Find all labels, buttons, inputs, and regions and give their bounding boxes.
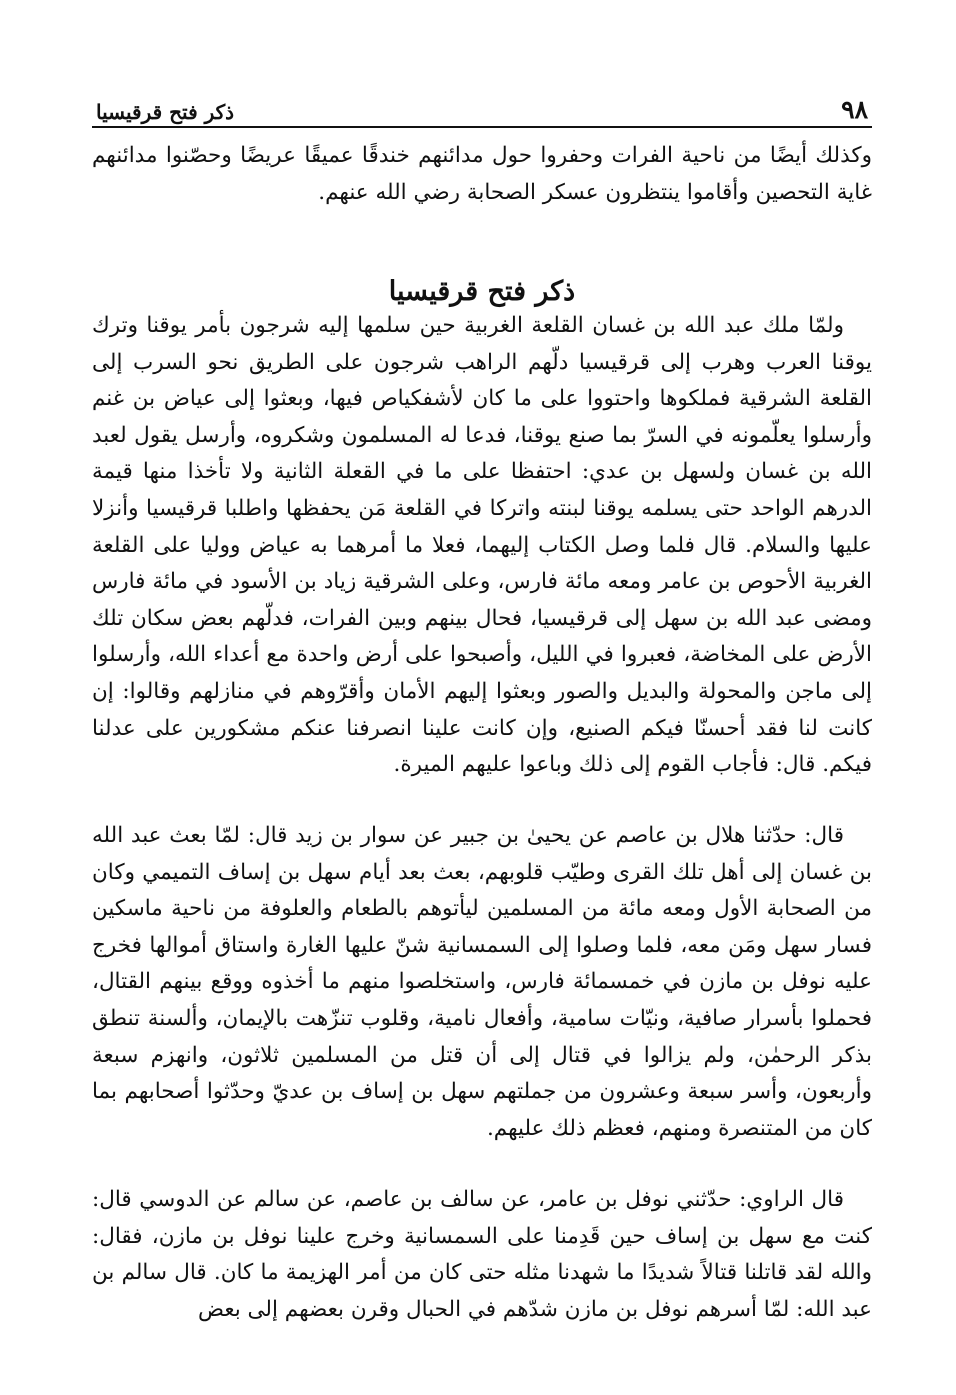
- running-title: ذكر فتح قرقيسيا: [96, 100, 235, 124]
- running-header: [92, 88, 872, 128]
- intro-paragraph: وكذلك أيضًا من ناحية الفرات وحفروا حول مدائنهم خندقًا عميقًا عريضًا وحصّنوا مدائنهم غاية التحصين وأقاموا ينتظرون عسكر الصحابة رضي الله عنهم.: [92, 143, 872, 205]
- section-heading: ذكر فتح قرقيسيا: [388, 276, 576, 308]
- body-paragraph-3: قال الراوي: حدّثني نوفل بن عامر، عن سالف بن عاصم، عن سالم عن الدوسي قال: كنت مع سهل بن إساف حين قَدِمنا على السمسانية وخرج علينا نوفل بن مازن، فقال: والله لقد قاتلنا قتالاً شديدًا ما شهدنا مثله حتى كان من أمر الهزيمة ما كان. قال سالم بن عبد الله: لمّا أسرهم نوفل بن مازن شدّهم في الحبال وقرن بعضهم إلى بعض: [92, 1187, 872, 1322]
- body-paragraph-1: ولمّا ملك عبد الله بن غسان القلعة الغربية حين سلمها إليه شرجون بأمر يوقنا وترك يوقنا العرب وهرب إلى قرقيسيا دلّهم الراهب شرجون على الطريق نحو السرب إلى القلعة الشرقية فملكوها واحتووا على ما كان لأشفكياص فيها، وبعثوا إلى عياض بن غنم وأرسلوا يعلّمونه في السرّ بما صنع يوقنا، فدعا له المسلمون وشكروه، وأرسل يقول لعبد الله بن غسان ولسهل بن عدي: احتفظا على ما في القعلة الثانية ولا تأخذا منها قيمة الدرهم الواحد حتى يسلمه يوقنا لبنته واتركا في القلعة مَن يحفظها واطلبا قرقيسيا وأنزلا عليها والسلام. قال فلما وصل الكتاب إليهما، فعلا ما أمرهما به عياض ووليا على القلعة الغربية الأحوص بن عامر ومعه مائة فارس، وعلى الشرقية زياد بن الأسود في مائة فارس ومضى عبد الله بن سهل إلى قرقيسيا، فحال بينهم وبين الفرات، فدلّهم بعض سكان تلك الأرض على المخاضة، فعبروا في الليل، وأصبحوا على أرض واحدة مع أعداء الله، وأرسلوا إلى ماجن والمحولة والبديل والصور وبعثوا إليهم الأمان وأقرّوهم في منازلهم وقالوا: إن كانت لنا فقد أحسنّا فيكم الصنيع، وإن كانت علينا انصرفنا عنكم مشكورين على عدلنا فيكم. قال: فأجاب القوم إلى ذلك وباعوا عليهم الميرة.: [92, 313, 872, 778]
- page-number: ٩٨: [841, 95, 868, 124]
- book-page: [92, 88, 872, 1322]
- body-paragraph-2: قال: حدّثنا هلال بن عاصم عن يحيىٰ بن جبير عن سوار بن زيد قال: لمّا بعث عبد الله بن غسان إلى أهل تلك القرى وطيّب قلوبهم، بعث بعد أيام سهل بن إساف التميمي وكان من الصحابة الأول ومعه مائة من المسلمين ليأتوهم بالطعام والعلوفة من ناحية ماسكين فسار سهل ومَن معه، فلما وصلوا إلى السمسانية شنّ عليها الغارة واستاق أموالها فخرج عليه نوفل بن مازن في خمسمائة فارس، واستخلصوا منهم ما أخذوه ووقع بينهم القتال، فحملوا بأسرار صافية، ونيّات سامية، وأفعال نامية، وقلوب تنزّهت بالإيمان، وألسنة تنطق بذكر الرحمٰن، ولم يزالوا في قتال إلى أن قتل من المسلمين ثلاثون، وانهزم سبعة وأربعون، وأسر سبعة وعشرون من جملتهم سهل بن إساف بن عديّ وحدّثوا أصحابهم بما كان من المتنصرة ومنهم، فعظم ذلك عليهم.: [92, 823, 872, 1141]
